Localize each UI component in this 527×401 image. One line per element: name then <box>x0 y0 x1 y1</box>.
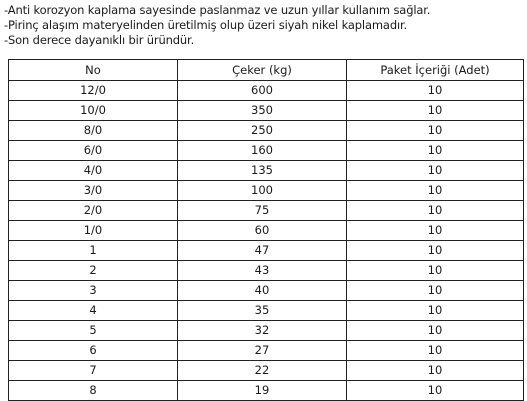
table-row <box>9 361 524 381</box>
table-row <box>9 121 524 141</box>
cell-ceker: 35 <box>178 301 347 321</box>
note-line: -Pirinç alaşım materyelinden üretilmiş olup üzeri siyah nikel kaplamadır. <box>4 18 408 32</box>
cell-paket: 10 <box>347 161 524 181</box>
product-notes <box>4 3 430 48</box>
cell-no: 2 <box>9 261 178 281</box>
cell-ceker: 100 <box>178 181 347 201</box>
cell-paket: 10 <box>347 381 524 401</box>
table-row <box>9 261 524 281</box>
cell-no: 5 <box>9 321 178 341</box>
cell-no: 6/0 <box>9 141 178 161</box>
cell-paket: 10 <box>347 141 524 161</box>
cell-ceker: 350 <box>178 101 347 121</box>
note-line: -Anti korozyon kaplama sayesinde paslanmaz ve uzun yıllar kullanım sağlar. <box>4 3 431 17</box>
cell-ceker: 60 <box>178 221 347 241</box>
table-row <box>9 221 524 241</box>
table-row <box>9 141 524 161</box>
cell-no: 12/0 <box>9 81 178 101</box>
cell-paket: 10 <box>347 321 524 341</box>
cell-ceker: 27 <box>178 341 347 361</box>
cell-paket: 10 <box>347 221 524 241</box>
cell-paket: 10 <box>347 101 524 121</box>
spec-table <box>8 59 524 401</box>
cell-ceker: 160 <box>178 141 347 161</box>
table-row <box>9 321 524 341</box>
table-row <box>9 381 524 401</box>
note-line: -Son derece dayanıklı bir üründür. <box>4 33 195 47</box>
cell-ceker: 32 <box>178 321 347 341</box>
cell-no: 3/0 <box>9 181 178 201</box>
cell-ceker: 40 <box>178 281 347 301</box>
cell-ceker: 600 <box>178 81 347 101</box>
cell-no: 10/0 <box>9 101 178 121</box>
cell-ceker: 22 <box>178 361 347 381</box>
cell-paket: 10 <box>347 341 524 361</box>
cell-no: 1 <box>9 241 178 261</box>
cell-ceker: 250 <box>178 121 347 141</box>
cell-paket: 10 <box>347 81 524 101</box>
cell-paket: 10 <box>347 361 524 381</box>
cell-paket: 10 <box>347 241 524 261</box>
table-row <box>9 201 524 221</box>
table-row <box>9 301 524 321</box>
cell-ceker: 47 <box>178 241 347 261</box>
cell-no: 3 <box>9 281 178 301</box>
cell-no: 7 <box>9 361 178 381</box>
cell-no: 2/0 <box>9 201 178 221</box>
table-row <box>9 161 524 181</box>
cell-no: 8/0 <box>9 121 178 141</box>
table-row <box>9 281 524 301</box>
cell-paket: 10 <box>347 261 524 281</box>
header-ceker: Çeker (kg) <box>178 60 347 81</box>
cell-paket: 10 <box>347 181 524 201</box>
table-row <box>9 341 524 361</box>
cell-paket: 10 <box>347 281 524 301</box>
cell-no: 4/0 <box>9 161 178 181</box>
cell-ceker: 135 <box>178 161 347 181</box>
cell-no: 1/0 <box>9 221 178 241</box>
table-header-row <box>9 60 524 81</box>
cell-no: 8 <box>9 381 178 401</box>
cell-paket: 10 <box>347 121 524 141</box>
cell-ceker: 43 <box>178 261 347 281</box>
cell-no: 4 <box>9 301 178 321</box>
cell-paket: 10 <box>347 201 524 221</box>
cell-ceker: 75 <box>178 201 347 221</box>
cell-no: 6 <box>9 341 178 361</box>
cell-paket: 10 <box>347 301 524 321</box>
header-no: No <box>9 60 178 81</box>
table-row <box>9 241 524 261</box>
table-row <box>9 181 524 201</box>
table-row <box>9 101 524 121</box>
header-paket-icerigi: Paket İçeriği (Adet) <box>347 60 524 81</box>
table-row <box>9 81 524 101</box>
cell-ceker: 19 <box>178 381 347 401</box>
